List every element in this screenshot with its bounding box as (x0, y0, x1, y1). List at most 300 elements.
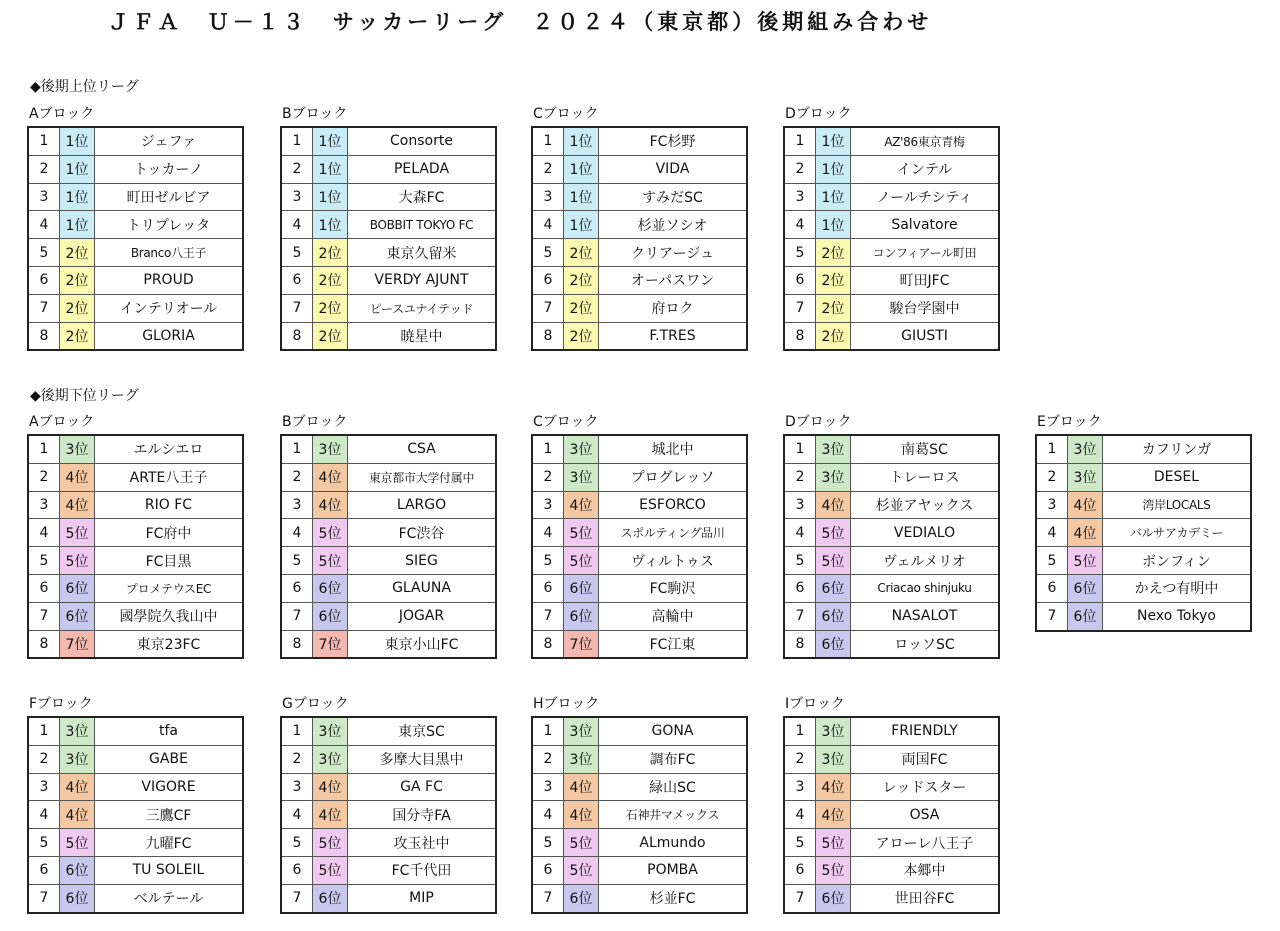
row-number: 5 (281, 547, 313, 575)
row-number: 8 (28, 630, 60, 658)
table-row (1036, 547, 1251, 575)
team-name: JOGAR (348, 602, 497, 630)
row-number: 6 (281, 574, 313, 602)
table-row (532, 183, 747, 211)
rank-badge: 6位 (1068, 574, 1103, 602)
row-number: 7 (28, 602, 60, 630)
row-number: 1 (281, 435, 313, 463)
table-row (28, 574, 243, 602)
team-name: F.TRES (599, 322, 748, 350)
row-number: 7 (28, 294, 60, 322)
row-number: 6 (784, 266, 816, 294)
rank-badge: 7位 (564, 630, 599, 658)
team-name: NASALOT (851, 602, 1000, 630)
table-row (1036, 602, 1251, 630)
table-row (784, 239, 999, 267)
team-name: 東京都市大学付属中 (348, 463, 497, 491)
rank-badge: 2位 (564, 294, 599, 322)
block-name: Gブロック (282, 696, 349, 712)
row-number: 4 (281, 519, 313, 547)
rank-badge: 3位 (816, 745, 851, 773)
rank-badge: 1位 (564, 155, 599, 183)
row-number: 5 (532, 239, 564, 267)
rank-badge: 2位 (564, 239, 599, 267)
table-row (28, 519, 243, 547)
rank-badge: 5位 (60, 829, 95, 857)
table-row (28, 435, 243, 463)
row-number: 6 (281, 856, 313, 884)
team-name: ヴィルトゥス (599, 547, 748, 575)
team-name: アローレ八王子 (851, 829, 1000, 857)
rank-badge: 1位 (564, 183, 599, 211)
rank-badge: 1位 (60, 183, 95, 211)
table-row (784, 602, 999, 630)
table-row (28, 829, 243, 857)
team-name: Branco八王子 (95, 239, 244, 267)
row-number: 8 (281, 322, 313, 350)
block-Fブロック (27, 694, 244, 914)
team-name: BOBBIT TOKYO FC (348, 211, 497, 239)
table-row (1036, 574, 1251, 602)
table-row (532, 127, 747, 155)
team-name: OSA (851, 801, 1000, 829)
rank-badge: 6位 (1068, 602, 1103, 630)
team-name: ロッソSC (851, 630, 1000, 658)
rank-badge: 3位 (564, 463, 599, 491)
table-row (28, 717, 243, 745)
block-Hブロック (531, 694, 748, 914)
rank-badge: 4位 (313, 491, 348, 519)
team-name: RIO FC (95, 491, 244, 519)
table-row (281, 463, 496, 491)
row-number: 2 (281, 463, 313, 491)
table-row (28, 294, 243, 322)
rank-badge: 5位 (1068, 547, 1103, 575)
table-row (28, 773, 243, 801)
rank-badge: 5位 (564, 829, 599, 857)
row-number: 3 (784, 183, 816, 211)
rank-badge: 6位 (60, 884, 95, 912)
team-name: TU SOLEIL (95, 856, 244, 884)
rank-badge: 5位 (60, 547, 95, 575)
table-row (28, 884, 243, 912)
row-number: 4 (784, 211, 816, 239)
row-number: 6 (784, 856, 816, 884)
rank-badge: 3位 (564, 745, 599, 773)
rank-badge: 2位 (564, 322, 599, 350)
row-number: 4 (281, 801, 313, 829)
rank-badge: 3位 (313, 717, 348, 745)
team-name: FC渋谷 (348, 519, 497, 547)
team-name: POMBA (599, 856, 748, 884)
row-number: 4 (28, 211, 60, 239)
row-number: 8 (784, 630, 816, 658)
table-row (28, 602, 243, 630)
team-name: 両国FC (851, 745, 1000, 773)
row-number: 4 (532, 519, 564, 547)
table-row (28, 266, 243, 294)
row-number: 8 (784, 322, 816, 350)
row-number: 5 (28, 547, 60, 575)
row-number: 3 (1036, 491, 1068, 519)
block-name: Iブロック (785, 696, 845, 712)
team-name: コンフィアール町田 (851, 239, 1000, 267)
table-row (281, 773, 496, 801)
rank-badge: 4位 (564, 773, 599, 801)
rank-badge: 5位 (816, 829, 851, 857)
block-name: Bブロック (282, 106, 348, 122)
team-name: 石神井マメックス (599, 801, 748, 829)
team-name: FC千代田 (348, 856, 497, 884)
team-name: 駿台学園中 (851, 294, 1000, 322)
table-row (281, 602, 496, 630)
table-row (28, 463, 243, 491)
rank-badge: 4位 (564, 491, 599, 519)
row-number: 7 (28, 884, 60, 912)
team-name: ピースユナイテッド (348, 294, 497, 322)
row-number: 3 (28, 773, 60, 801)
rank-badge: 7位 (60, 630, 95, 658)
team-name: クリアージュ (599, 239, 748, 267)
row-number: 4 (28, 801, 60, 829)
block-name: Hブロック (533, 696, 600, 712)
team-name: ジェファ (95, 127, 244, 155)
table-row (1036, 463, 1251, 491)
row-number: 5 (281, 829, 313, 857)
team-name: GIUSTI (851, 322, 1000, 350)
row-number: 3 (281, 773, 313, 801)
team-name: VERDY AJUNT (348, 266, 497, 294)
row-number: 5 (532, 829, 564, 857)
row-number: 8 (281, 630, 313, 658)
row-number: 1 (532, 127, 564, 155)
row-number: 8 (532, 322, 564, 350)
block-Eブロック (1035, 412, 1252, 632)
block-Dブロック (783, 412, 1000, 659)
rank-badge: 2位 (313, 266, 348, 294)
rank-badge: 6位 (60, 602, 95, 630)
table-row (281, 183, 496, 211)
block-name: Dブロック (785, 106, 852, 122)
row-number: 8 (532, 630, 564, 658)
rank-badge: 1位 (564, 211, 599, 239)
rank-badge: 4位 (816, 773, 851, 801)
table-row (784, 266, 999, 294)
block-Bブロック (280, 412, 497, 659)
team-name: 本郷中 (851, 856, 1000, 884)
table-row (784, 322, 999, 350)
rank-badge: 1位 (564, 127, 599, 155)
rank-badge: 4位 (60, 801, 95, 829)
team-name: プロメテウスEC (95, 574, 244, 602)
rank-badge: 4位 (313, 773, 348, 801)
table-row (532, 630, 747, 658)
table-row (28, 856, 243, 884)
row-number: 2 (281, 155, 313, 183)
team-name: インテル (851, 155, 1000, 183)
row-number: 2 (784, 745, 816, 773)
table-row (532, 519, 747, 547)
team-name: 府ロク (599, 294, 748, 322)
table-row (784, 463, 999, 491)
team-name: ヴェルメリオ (851, 547, 1000, 575)
table-row (28, 630, 243, 658)
rank-badge: 2位 (313, 294, 348, 322)
table-row (281, 829, 496, 857)
team-name: Salvatore (851, 211, 1000, 239)
rank-badge: 2位 (60, 294, 95, 322)
row-number: 5 (28, 829, 60, 857)
team-name: GLAUNA (348, 574, 497, 602)
row-number: 6 (28, 856, 60, 884)
team-name: 九曜FC (95, 829, 244, 857)
table-row (784, 884, 999, 912)
rank-badge: 7位 (313, 630, 348, 658)
team-name: バルサアカデミー (1103, 519, 1252, 547)
row-number: 4 (28, 519, 60, 547)
table-row (532, 294, 747, 322)
table-row (532, 266, 747, 294)
rank-badge: 6位 (313, 574, 348, 602)
table-row (784, 491, 999, 519)
team-name: 東京小山FC (348, 630, 497, 658)
team-name: プログレッソ (599, 463, 748, 491)
table-row (784, 547, 999, 575)
team-name: スポルティング品川 (599, 519, 748, 547)
team-name: FRIENDLY (851, 717, 1000, 745)
rank-badge: 1位 (313, 211, 348, 239)
row-number: 3 (532, 773, 564, 801)
block-Iブロック (783, 694, 1000, 914)
rank-badge: 3位 (1068, 435, 1103, 463)
block-table (280, 716, 497, 914)
table-row (784, 801, 999, 829)
block-table (27, 126, 244, 351)
block-table (1035, 434, 1252, 632)
rank-badge: 1位 (60, 211, 95, 239)
team-name: カフリンガ (1103, 435, 1252, 463)
block-Cブロック (531, 412, 748, 659)
row-number: 7 (532, 884, 564, 912)
row-number: 3 (532, 491, 564, 519)
row-number: 7 (784, 602, 816, 630)
team-name: 町田ゼルビア (95, 183, 244, 211)
team-name: かえつ有明中 (1103, 574, 1252, 602)
row-number: 2 (532, 463, 564, 491)
table-row (281, 630, 496, 658)
table-row (28, 155, 243, 183)
row-number: 7 (784, 884, 816, 912)
block-table (531, 126, 748, 351)
team-name: VIDA (599, 155, 748, 183)
table-row (28, 322, 243, 350)
rank-badge: 2位 (60, 322, 95, 350)
row-number: 5 (784, 829, 816, 857)
rank-badge: 3位 (60, 435, 95, 463)
rank-badge: 5位 (60, 519, 95, 547)
team-name: トレーロス (851, 463, 1000, 491)
page-title: ＪＦＡ Ｕ－１３ サッカーリーグ ２０２４（東京都）後期組み合わせ (107, 10, 933, 34)
block-table (783, 434, 1000, 659)
row-number: 3 (28, 491, 60, 519)
rank-badge: 6位 (564, 574, 599, 602)
team-name: エルシエロ (95, 435, 244, 463)
row-number: 7 (281, 884, 313, 912)
team-name: 東京23FC (95, 630, 244, 658)
row-number: 6 (28, 574, 60, 602)
table-row (532, 211, 747, 239)
table-row (532, 574, 747, 602)
block-name: Eブロック (1037, 414, 1102, 430)
table-row (784, 717, 999, 745)
team-name: ベルテール (95, 884, 244, 912)
table-row (532, 155, 747, 183)
row-number: 2 (281, 745, 313, 773)
rank-badge: 2位 (816, 322, 851, 350)
rank-badge: 6位 (564, 602, 599, 630)
team-name: Criacao shinjuku (851, 574, 1000, 602)
block-table (783, 716, 1000, 914)
team-name: 城北中 (599, 435, 748, 463)
rank-badge: 3位 (60, 717, 95, 745)
rank-badge: 1位 (816, 155, 851, 183)
row-number: 5 (281, 239, 313, 267)
table-row (784, 211, 999, 239)
rank-badge: 2位 (60, 239, 95, 267)
row-number: 3 (281, 183, 313, 211)
rank-badge: 5位 (313, 519, 348, 547)
row-number: 1 (532, 717, 564, 745)
table-row (532, 491, 747, 519)
row-number: 2 (1036, 463, 1068, 491)
team-name: MIP (348, 884, 497, 912)
table-row (532, 829, 747, 857)
row-number: 6 (1036, 574, 1068, 602)
rank-badge: 4位 (1068, 491, 1103, 519)
rank-badge: 4位 (60, 491, 95, 519)
rank-badge: 6位 (313, 602, 348, 630)
rank-badge: 5位 (564, 856, 599, 884)
table-row (1036, 491, 1251, 519)
rank-badge: 1位 (816, 183, 851, 211)
rank-badge: 6位 (60, 574, 95, 602)
team-name: オーパスワン (599, 266, 748, 294)
rank-badge: 1位 (816, 127, 851, 155)
row-number: 4 (532, 801, 564, 829)
row-number: 2 (532, 155, 564, 183)
table-row (532, 801, 747, 829)
team-name: ALmundo (599, 829, 748, 857)
block-Cブロック (531, 104, 748, 351)
rank-badge: 4位 (1068, 519, 1103, 547)
team-name: 世田谷FC (851, 884, 1000, 912)
table-row (28, 211, 243, 239)
table-row (784, 773, 999, 801)
team-name: 杉並アヤックス (851, 491, 1000, 519)
team-name: ARTE八王子 (95, 463, 244, 491)
row-number: 7 (532, 602, 564, 630)
table-row (784, 519, 999, 547)
row-number: 5 (784, 547, 816, 575)
table-row (784, 856, 999, 884)
team-name: GABE (95, 745, 244, 773)
table-row (281, 211, 496, 239)
rank-badge: 2位 (564, 266, 599, 294)
row-number: 1 (281, 717, 313, 745)
table-row (532, 884, 747, 912)
team-name: DESEL (1103, 463, 1252, 491)
table-row (1036, 519, 1251, 547)
rank-badge: 5位 (816, 519, 851, 547)
row-number: 1 (28, 717, 60, 745)
table-row (281, 239, 496, 267)
table-row (532, 745, 747, 773)
table-row (1036, 435, 1251, 463)
team-name: FC駒沢 (599, 574, 748, 602)
table-row (281, 294, 496, 322)
rank-badge: 2位 (816, 294, 851, 322)
block-Aブロック (27, 104, 244, 351)
rank-badge: 3位 (313, 745, 348, 773)
row-number: 4 (281, 211, 313, 239)
row-number: 6 (532, 856, 564, 884)
table-row (281, 266, 496, 294)
table-row (281, 155, 496, 183)
rank-badge: 3位 (313, 435, 348, 463)
team-name: 緑山SC (599, 773, 748, 801)
rank-badge: 4位 (564, 801, 599, 829)
table-row (784, 294, 999, 322)
team-name: 杉並FC (599, 884, 748, 912)
table-row (532, 463, 747, 491)
team-name: VEDIALO (851, 519, 1000, 547)
rank-badge: 3位 (564, 435, 599, 463)
rank-badge: 6位 (816, 884, 851, 912)
row-number: 7 (1036, 602, 1068, 630)
team-name: 国分寺FA (348, 801, 497, 829)
block-Bブロック (280, 104, 497, 351)
rank-badge: 2位 (816, 266, 851, 294)
table-row (784, 574, 999, 602)
row-number: 6 (784, 574, 816, 602)
rank-badge: 6位 (313, 884, 348, 912)
table-row (532, 322, 747, 350)
row-number: 1 (28, 127, 60, 155)
team-name: 多摩大目黒中 (348, 745, 497, 773)
row-number: 6 (281, 266, 313, 294)
table-row (281, 801, 496, 829)
row-number: 5 (28, 239, 60, 267)
lower-league-heading: ◆後期下位リーグ (30, 388, 139, 404)
rank-badge: 4位 (313, 801, 348, 829)
team-name: 高輪中 (599, 602, 748, 630)
rank-badge: 5位 (313, 547, 348, 575)
team-name: ボンフィン (1103, 547, 1252, 575)
table-row (281, 127, 496, 155)
team-name: PROUD (95, 266, 244, 294)
row-number: 4 (1036, 519, 1068, 547)
row-number: 2 (28, 463, 60, 491)
table-row (28, 127, 243, 155)
rank-badge: 3位 (1068, 463, 1103, 491)
team-name: すみだSC (599, 183, 748, 211)
rank-badge: 1位 (816, 211, 851, 239)
team-name: 三鷹CF (95, 801, 244, 829)
rank-badge: 5位 (564, 519, 599, 547)
table-row (281, 856, 496, 884)
team-name: FC目黒 (95, 547, 244, 575)
team-name: 大森FC (348, 183, 497, 211)
